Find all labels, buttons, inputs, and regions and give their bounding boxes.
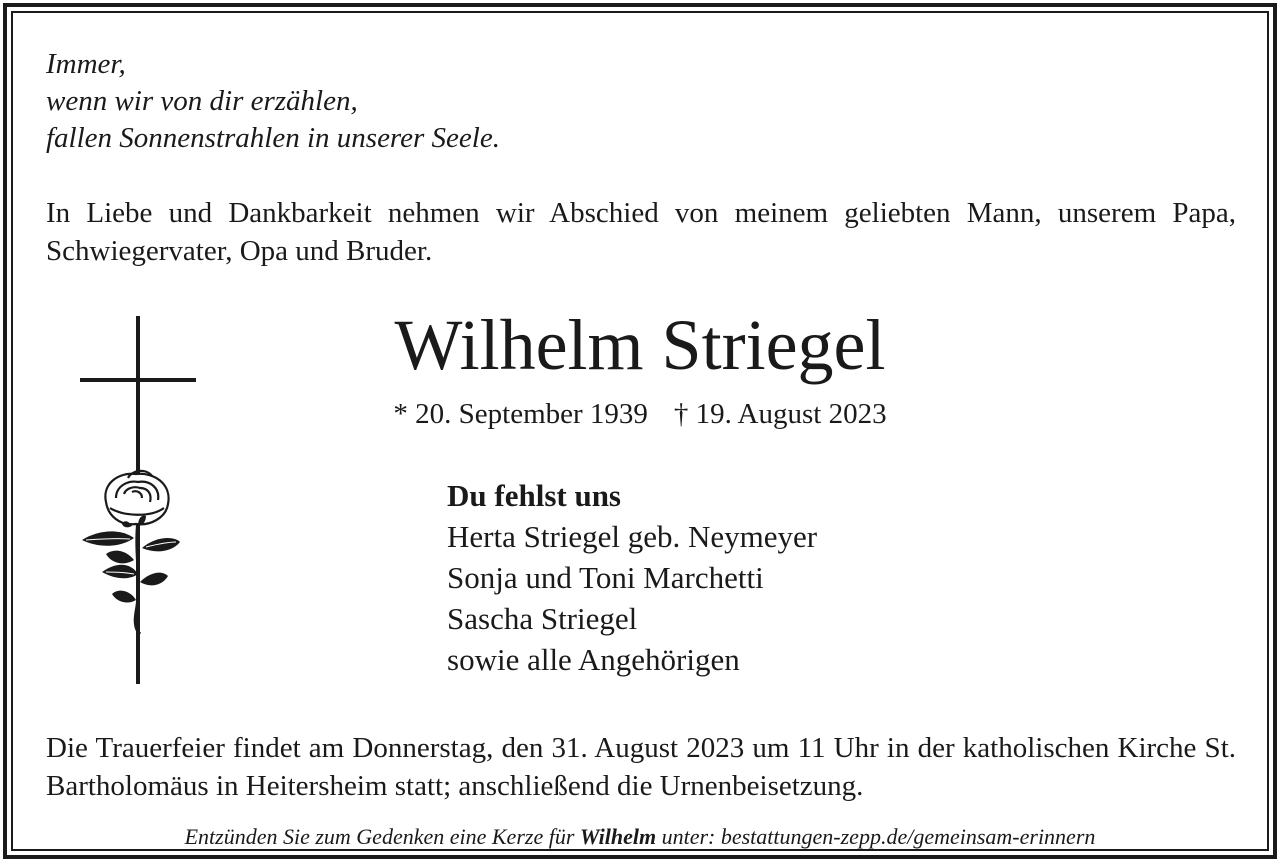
ceremony-text: Die Trauerfeier findet am Donnerstag, den 31. August 2023 um 11 Uhr in der katholischen Kirche St. Bartholomäus in Heitersheim statt; anschließend die Urnenbeisetzung. bbox=[46, 732, 1236, 802]
poem bbox=[46, 46, 500, 157]
birth-date: * 20. September 1939 bbox=[393, 398, 648, 430]
poem-line: Immer, bbox=[46, 48, 126, 80]
death-date: † 19. August 2023 bbox=[673, 398, 887, 430]
deceased-name: Wilhelm Striegel bbox=[394, 305, 886, 385]
signers-block bbox=[447, 475, 817, 680]
life-dates bbox=[240, 394, 1040, 434]
footer-name: Wilhelm bbox=[579, 824, 657, 849]
footer-note bbox=[0, 822, 1280, 852]
poem-line: fallen Sonnenstrahlen in unserer Seele. bbox=[46, 122, 500, 154]
footer-link[interactable]: unter: bestattungen-zepp.de/gemeinsam-erinnern bbox=[661, 824, 1096, 849]
signer-name: sowie alle Angehörigen bbox=[447, 642, 740, 677]
poem-line: wenn wir von dir erzählen, bbox=[46, 85, 358, 117]
cross-with-rose-icon bbox=[76, 312, 200, 688]
signer-name: Sascha Striegel bbox=[447, 601, 638, 636]
intro-text: In Liebe und Dankbarkeit nehmen wir Abschied von meinem geliebten Mann, unserem Papa, Schwiegervater, Opa und Bruder. bbox=[46, 197, 1236, 267]
footer-prefix: Entzünden Sie zum Gedenken eine Kerze für bbox=[184, 824, 575, 849]
signers-heading: Du fehlst uns bbox=[447, 478, 621, 513]
signer-name: Herta Striegel geb. Neymeyer bbox=[447, 519, 818, 554]
signer-name: Sonja und Toni Marchetti bbox=[447, 560, 764, 595]
